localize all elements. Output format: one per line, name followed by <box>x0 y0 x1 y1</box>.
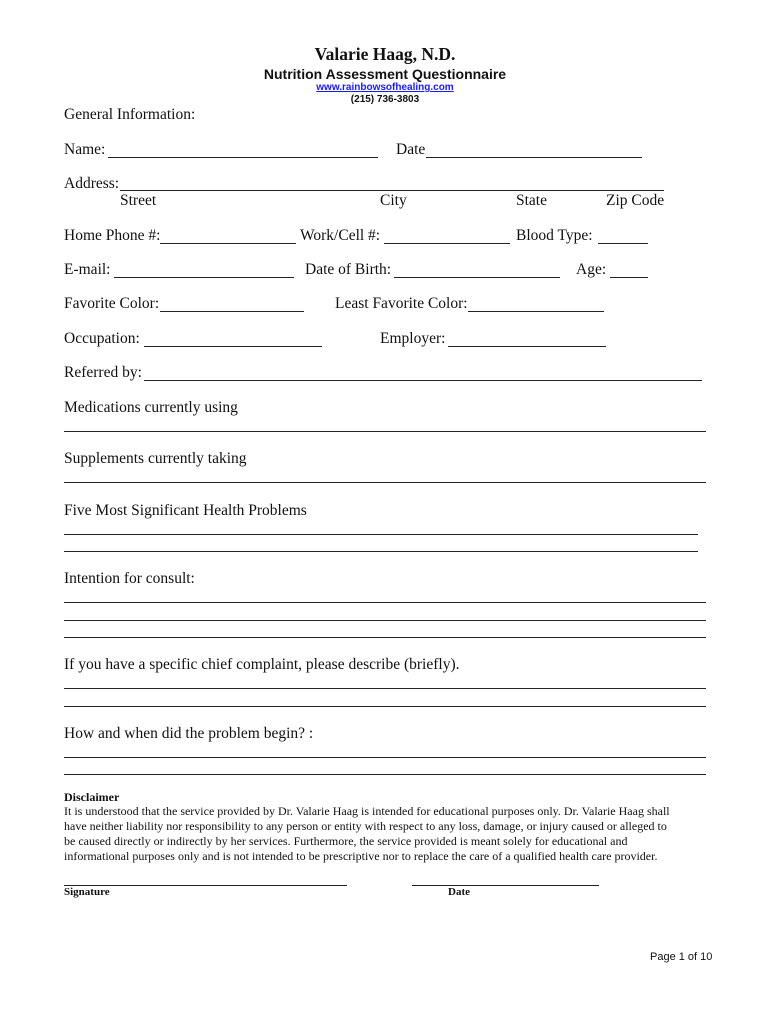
intention-label: Intention for consult: <box>64 570 195 587</box>
page-number: Page 1 of 10 <box>650 951 713 963</box>
address-label: Address: <box>64 175 120 192</box>
problem-begin-line-2[interactable] <box>64 774 706 775</box>
occupation-label: Occupation: <box>64 330 140 347</box>
work-cell-field[interactable] <box>384 243 510 244</box>
date-field[interactable] <box>426 157 642 158</box>
email-label: E-mail: <box>64 261 111 278</box>
supplements-label: Supplements currently taking <box>64 450 247 467</box>
signature-date-field[interactable] <box>412 885 599 886</box>
work-cell-label: Work/Cell #: <box>300 227 381 244</box>
website-link[interactable]: www.rainbowsofhealing.com <box>316 82 454 93</box>
name-field[interactable] <box>108 157 378 158</box>
signature-date-label: Date <box>448 886 470 898</box>
referred-by-label: Referred by: <box>64 364 142 381</box>
home-phone-field[interactable] <box>160 243 296 244</box>
health-problems-line-2[interactable] <box>64 551 698 552</box>
dob-label: Date of Birth: <box>305 261 392 278</box>
occupation-field[interactable] <box>144 346 322 347</box>
address-street-caption: Street <box>120 192 157 209</box>
chief-complaint-line-1[interactable] <box>64 688 706 689</box>
intention-line-1[interactable] <box>64 602 706 603</box>
address-zip-caption: Zip Code <box>606 192 665 209</box>
email-field[interactable] <box>114 277 294 278</box>
employer-label: Employer: <box>380 330 446 347</box>
referred-by-field[interactable] <box>144 380 702 381</box>
home-phone-label: Home Phone #: <box>64 227 161 244</box>
age-label: Age: <box>576 261 607 278</box>
least-favorite-color-label: Least Favorite Color: <box>335 295 468 312</box>
favorite-color-field[interactable] <box>160 311 304 312</box>
health-problems-line-1[interactable] <box>64 534 698 535</box>
chief-complaint-line-2[interactable] <box>64 706 706 707</box>
problem-begin-line-1[interactable] <box>64 757 706 758</box>
problem-begin-label: How and when did the problem begin? : <box>64 725 314 742</box>
intention-line-2[interactable] <box>64 620 706 621</box>
supplements-field[interactable] <box>64 482 706 483</box>
disclaimer-line: have neither liability nor responsibility to any person or entity with respect to any loss, damage, or injury caused or alleged to <box>64 819 667 833</box>
signature-label: Signature <box>64 886 110 898</box>
health-problems-label: Five Most Significant Health Problems <box>64 502 307 519</box>
medications-label: Medications currently using <box>64 399 238 416</box>
employer-field[interactable] <box>448 346 606 347</box>
chief-complaint-label: If you have a specific chief complaint, please describe (briefly). <box>64 656 460 673</box>
disclaimer-heading: Disclaimer <box>64 790 120 804</box>
address-field[interactable] <box>120 190 664 191</box>
phone-number: (215) 736-3803 <box>350 94 420 105</box>
blood-type-field[interactable] <box>598 243 648 244</box>
page-title: Valarie Haag, N.D. <box>314 44 456 64</box>
intention-line-3[interactable] <box>64 637 706 638</box>
name-label: Name: <box>64 141 106 158</box>
blood-type-label: Blood Type: <box>516 227 593 244</box>
date-label: Date <box>396 141 426 158</box>
section-heading: General Information: <box>64 106 196 123</box>
disclaimer-line: informational purposes only and is not intended to be prescriptive nor to replace the care of a qualified health care provider. <box>64 849 658 863</box>
medications-field[interactable] <box>64 431 706 432</box>
disclaimer-line: be caused directly or indirectly by her services. Furthermore, the service provided is meant solely for educational and <box>64 834 628 848</box>
address-state-caption: State <box>516 192 547 209</box>
disclaimer-line: It is understood that the service provided by Dr. Valarie Haag is intended for educational purposes only. Dr. Valarie Haag shall <box>64 804 670 818</box>
form-subtitle: Nutrition Assessment Questionnaire <box>263 66 507 82</box>
least-favorite-color-field[interactable] <box>468 311 604 312</box>
favorite-color-label: Favorite Color: <box>64 295 160 312</box>
address-city-caption: City <box>380 192 407 209</box>
age-field[interactable] <box>610 277 648 278</box>
dob-field[interactable] <box>394 277 560 278</box>
